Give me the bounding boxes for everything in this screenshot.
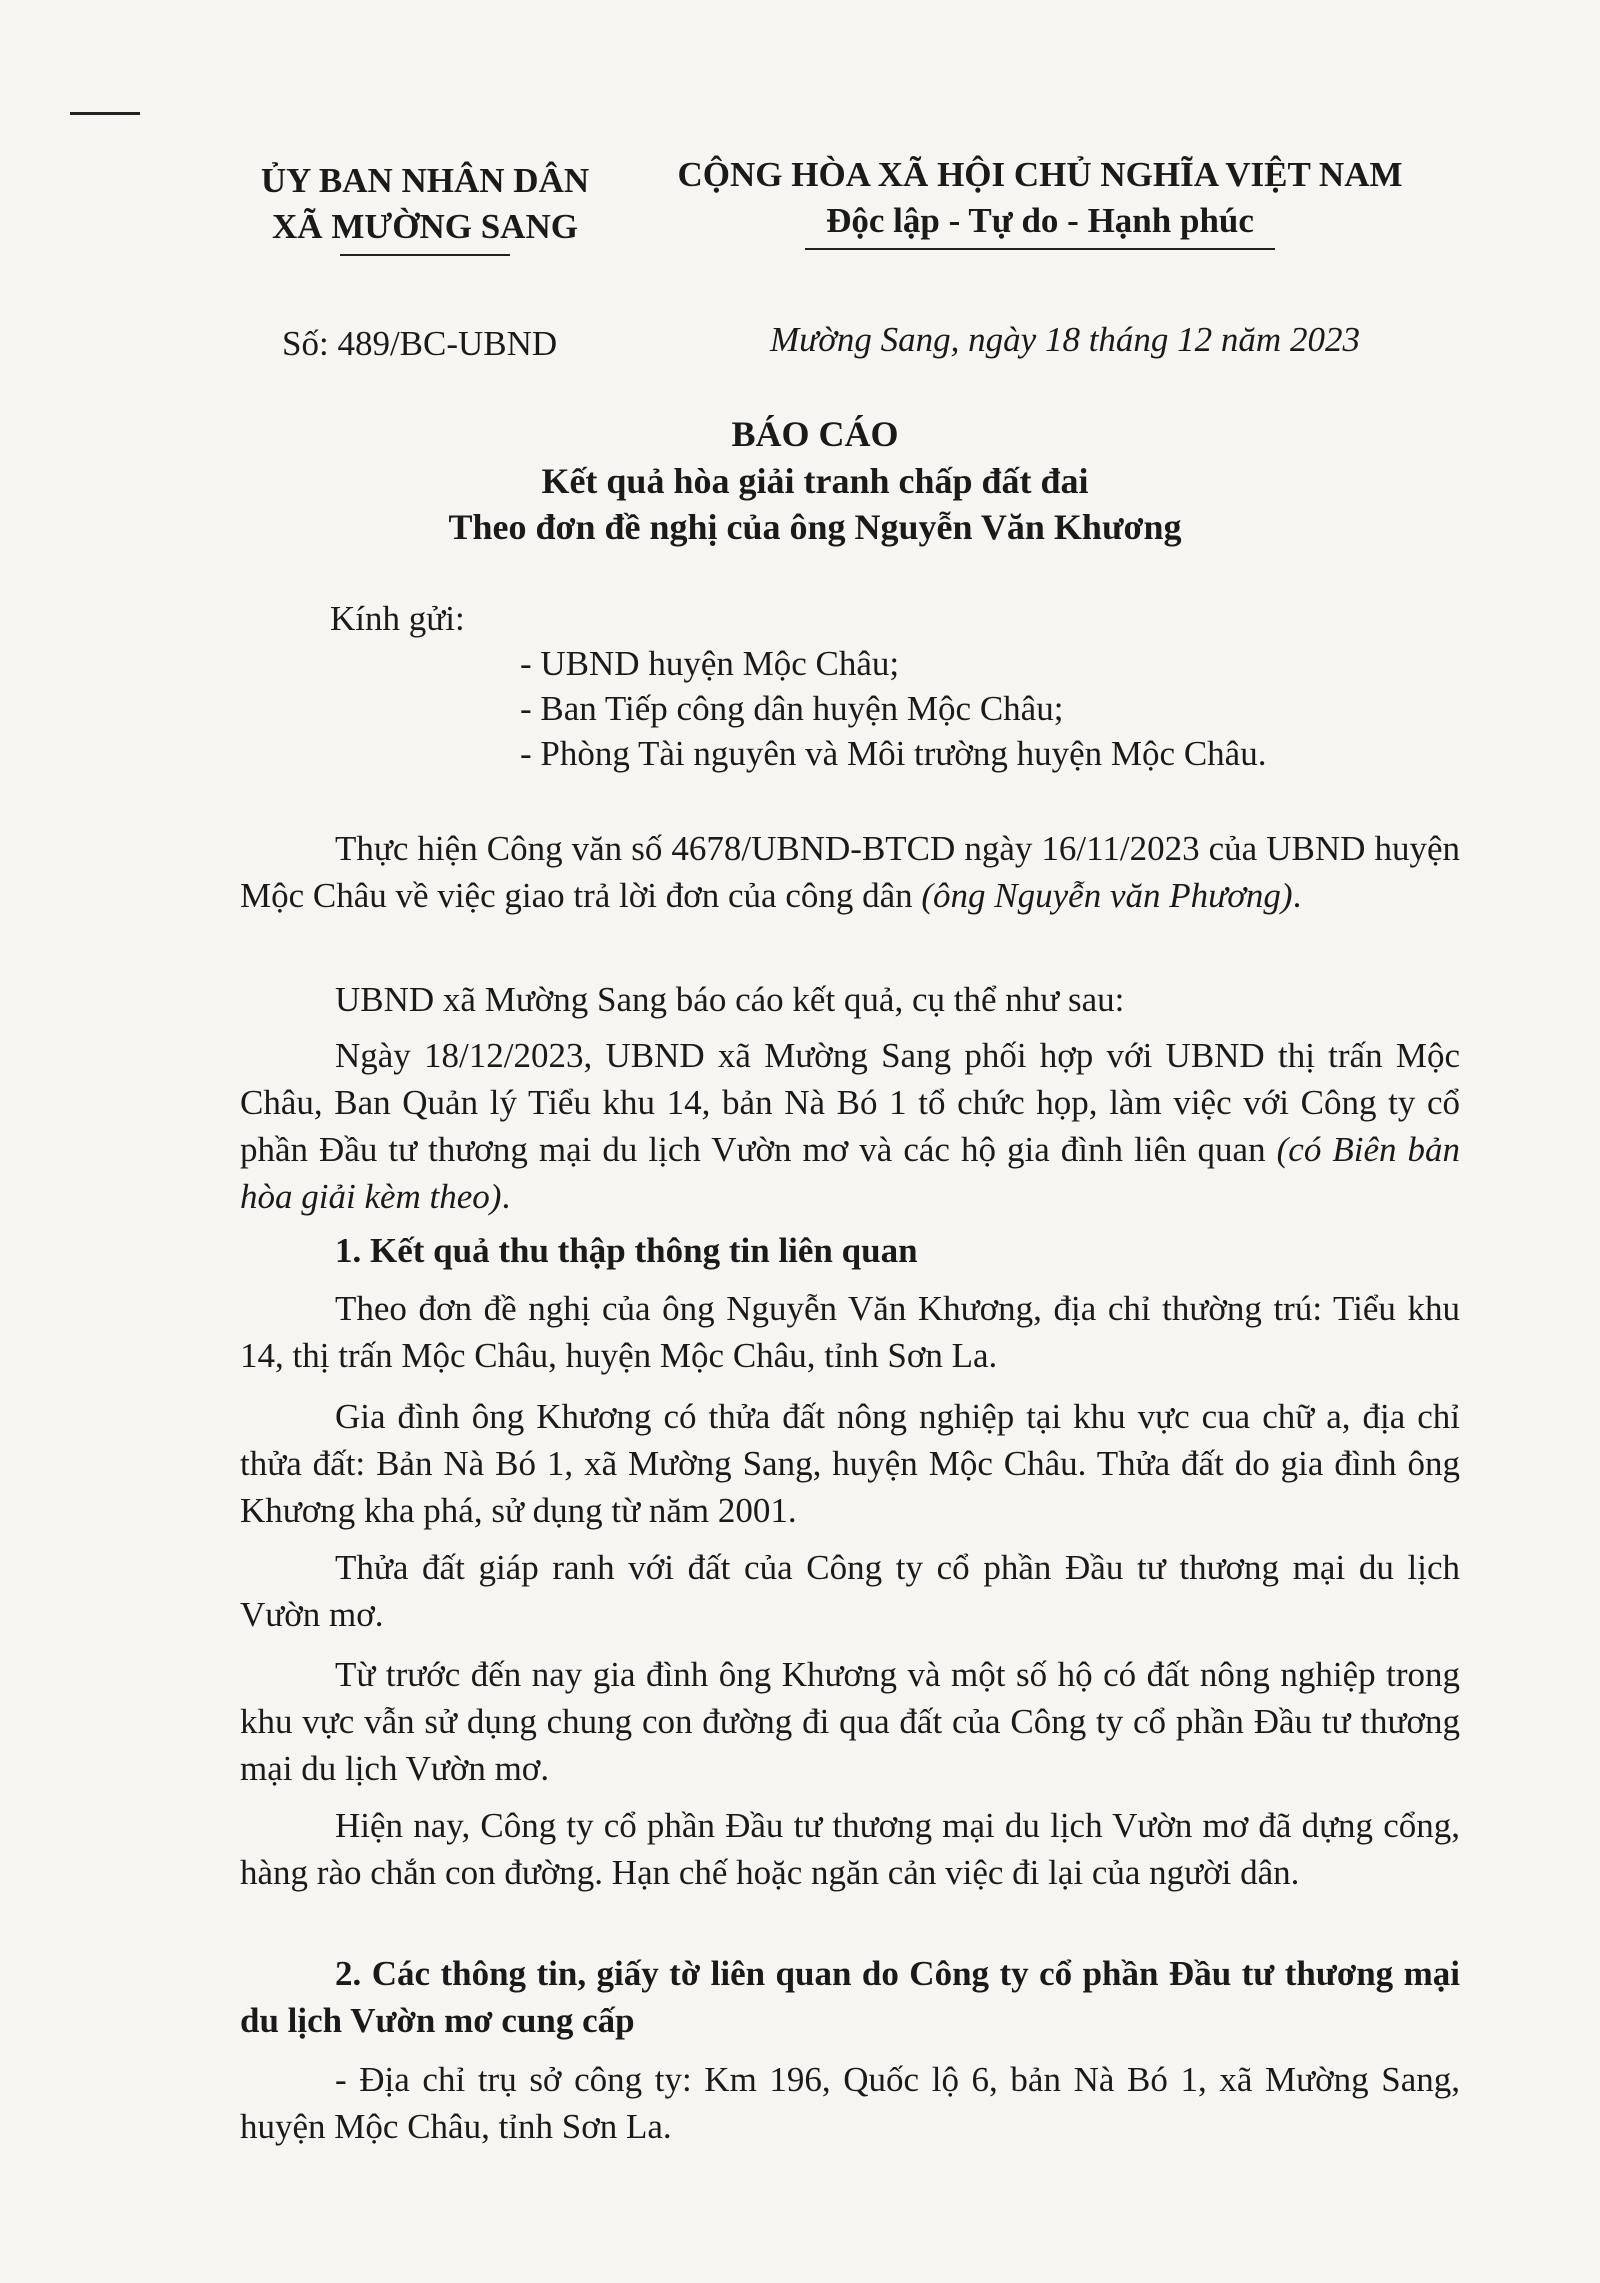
- paragraph-7: Từ trước đến nay gia đình ông Khương và một số hộ có đất nông nghiệp trong khu vực vẫn sử dụng chung con đường đi qua đất của Công ty cổ phần Đầu tư thương mại du lịch Vườn mơ.: [240, 1655, 1460, 1788]
- p1-italic: (ông Nguyễn văn Phương): [921, 876, 1293, 915]
- report-title: BÁO CÁO: [731, 414, 899, 454]
- recipient-item: - UBND huyện Mộc Châu;: [520, 644, 900, 683]
- p1-end: .: [1292, 876, 1302, 915]
- p1-text: Thực hiện Công văn số 4678/UBND-BTCD ngày 16/11/2023 của UBND huyện Mộc Châu về việc giao trả lời đơn của công dân: [240, 829, 1460, 915]
- national-motto: [650, 152, 1430, 250]
- recipient-item: - Ban Tiếp công dân huyện Mộc Châu;: [520, 689, 1064, 728]
- document-number: Số: 489/BC-UBND: [282, 324, 558, 363]
- paragraph-9: - Địa chỉ trụ sở công ty: Km 196, Quốc lộ 6, bản Nà Bó 1, xã Mường Sang, huyện Mộc Châu, tỉnh Sơn La.: [240, 2060, 1460, 2146]
- paragraph-8: Hiện nay, Công ty cổ phần Đầu tư thương mại du lịch Vườn mơ đã dựng cổng, hàng rào chắn con đường. Hạn chế hoặc ngăn cản việc đi lại của người dân.: [240, 1806, 1460, 1892]
- country-name: CỘNG HÒA XÃ HỘI CHỦ NGHĨA VIỆT NAM: [677, 155, 1403, 194]
- paragraph-2: UBND xã Mường Sang báo cáo kết quả, cụ thể như sau:: [335, 980, 1125, 1019]
- paragraph-5: Gia đình ông Khương có thửa đất nông nghiệp tại khu vực cua chữ a, địa chỉ thửa đất: Bản Nà Bó 1, xã Mường Sang, huyện Mộc Châu. Thửa đất do gia đình ông Khương kha phá, sử dụng từ năm 2001.: [240, 1397, 1460, 1530]
- p3-italic: (có Biên bản hòa giải kèm theo): [240, 1130, 1461, 1216]
- paragraph-6: Thửa đất giáp ranh với đất của Công ty cổ phần Đầu tư thương mại du lịch Vườn mơ.: [240, 1548, 1460, 1634]
- recipient-item: - Phòng Tài nguyên và Môi trường huyện Mộc Châu.: [520, 734, 1267, 773]
- paragraph-4: Theo đơn đề nghị của ông Nguyễn Văn Khương, địa chỉ thường trú: Tiểu khu 14, thị trấn Mộc Châu, huyện Mộc Châu, tỉnh Sơn La.: [240, 1289, 1460, 1375]
- report-subtitle-1: Kết quả hòa giải tranh chấp đất đai: [541, 461, 1089, 501]
- agency-underline: [340, 254, 510, 256]
- report-subtitle-2: Theo đơn đề nghị của ông Nguyễn Văn Khương: [448, 507, 1182, 547]
- date-line: Mường Sang, ngày 18 tháng 12 năm 2023: [770, 320, 1360, 359]
- issuing-agency: [255, 158, 595, 256]
- p3-end: .: [501, 1177, 511, 1216]
- recipients-label: Kính gửi:: [330, 599, 465, 638]
- margin-mark: [70, 112, 140, 115]
- agency-line-1: ỦY BAN NHÂN DÂN: [260, 161, 590, 200]
- section-heading-2: 2. Các thông tin, giấy tờ liên quan do Công ty cổ phần Đầu tư thương mại du lịch Vườn mơ cung cấp: [240, 1954, 1460, 2040]
- paragraph-1: [240, 825, 1460, 919]
- motto-underline: [805, 248, 1275, 250]
- agency-line-2: XÃ MƯỜNG SANG: [272, 207, 578, 246]
- paragraph-3: [240, 1032, 1460, 1220]
- p3-text: Ngày 18/12/2023, UBND xã Mường Sang phối hợp với UBND thị trấn Mộc Châu, Ban Quản lý Tiểu khu 14, bản Nà Bó 1 tổ chức họp, làm việc với Công ty cổ phần Đầu tư thương mại du lịch Vườn mơ và các hộ gia đình liên quan: [240, 1036, 1460, 1169]
- section-heading-1: 1. Kết quả thu thập thông tin liên quan: [335, 1231, 918, 1270]
- motto: Độc lập - Tự do - Hạnh phúc: [826, 201, 1254, 240]
